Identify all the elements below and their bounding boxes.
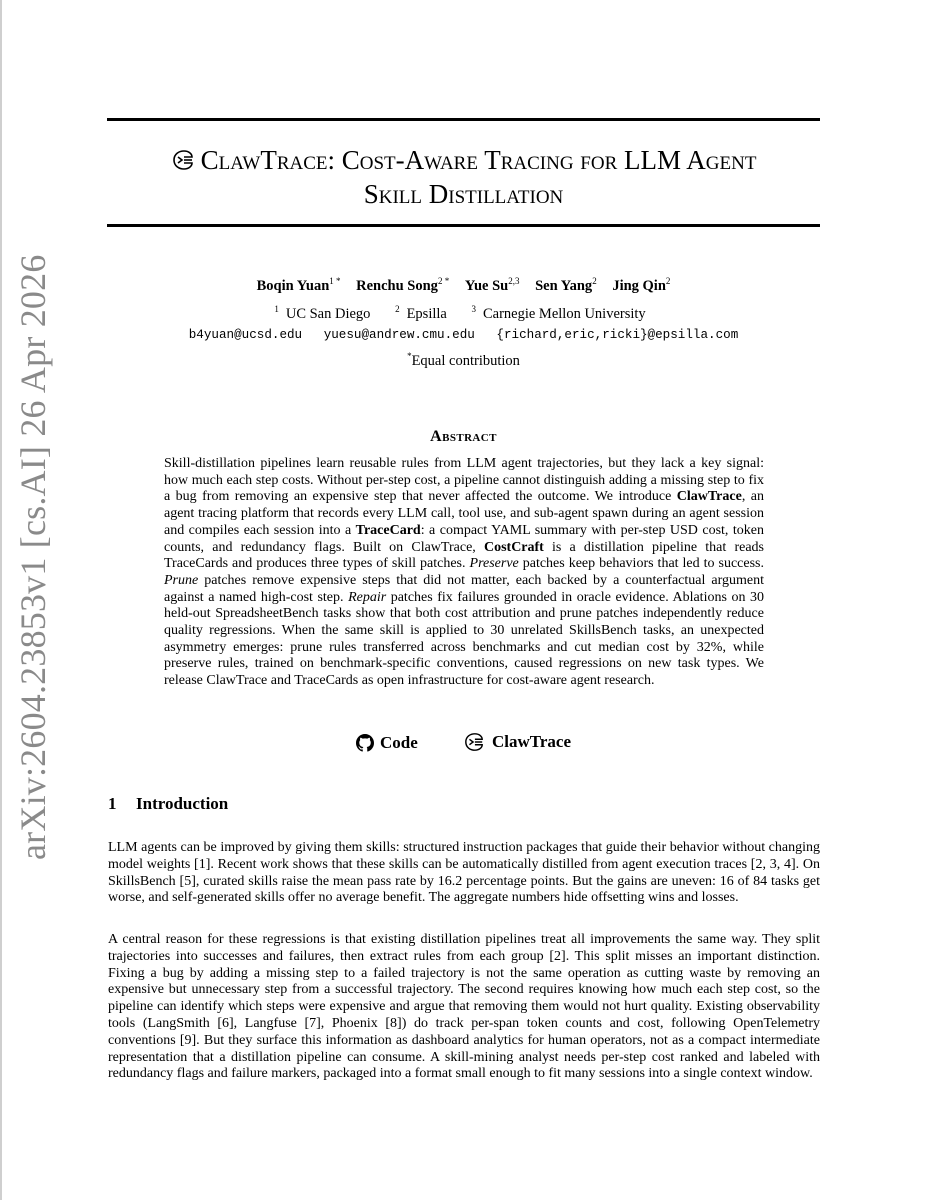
introduction-paragraph-1: LLM agents can be improved by giving them skills: structured instruction packages that guide their behavior without changing model weights [1]. Recent work shows that these skills can be automatically distilled from agent execution traces [2, 3, 4]. On SkillsBench [5], curated skills raise the mean pass rate by 16.2 percentage points. But the gains are uneven: 16 of 84 tasks get worse, and self-generated skills offer no average benefit. The aggregate numbers hide offsetting wins and losses.: [108, 840, 820, 906]
equal-contribution-note: *Equal contribution: [407, 351, 520, 369]
code-link-label: Code: [379, 733, 418, 752]
affiliation-list: [107, 304, 820, 323]
author-list: [107, 276, 820, 295]
page-edge: [0, 0, 2, 1200]
author: Jing Qin$^2$: [612, 276, 671, 294]
author: Renchu Song$^{2 *}$: [356, 276, 450, 294]
email: yuesu@andrew.cmu.edu: [323, 328, 475, 342]
author: Boqin Yuan$^{1 *}$: [256, 276, 341, 294]
abstract-heading: Abstract: [430, 428, 497, 445]
clawtrace-logo-icon: [462, 732, 486, 752]
affiliation: $^3$ Carnegie Mellon University: [471, 304, 646, 322]
paper-title: [107, 143, 820, 211]
title-rule-top: [107, 118, 820, 121]
clawtrace-logo-icon: [171, 145, 195, 167]
email: b4yuan@ucsd.edu: [188, 328, 303, 342]
arxiv-identifier[interactable]: arXiv:2604.23853v1 [cs.AI] 26 Apr 2026: [13, 254, 53, 860]
affiliation: $^2$ Epsilla: [395, 304, 447, 322]
introduction-paragraph-2: A central reason for these regressions is that existing distillation pipelines treat all improvements the same way. They split trajectories into successes and failures, then extract rules from each group [2]. This split misses an important distinction. Fixing a bug by adding a missing step to a failed trajectory is not the same operation as cutting waste by removing an expensive but unnecessary step from a successful trajectory. The second requires knowing how much each step cost, so the pipeline can identify which steps were expensive and argue that removing them would not hurt quality. Existing observability tools (LangSmith [6], Langfuse [7], Phoenix [8]) do track per-span token counts and cost, following OpenTelemetry conventions [9]. But they surface this information as dashboard analytics for human operators, not as a compact intermediate representation that a distillation pipeline can consume. A skill-mining analyst needs per-step cost ranked and labeled with redundancy flags and failure markers, packaged into a format small enough to fit many sessions into a single context window.: [108, 932, 820, 1082]
clawtrace-link[interactable]: [462, 732, 571, 752]
email-list: [107, 328, 820, 342]
email: {richard,eric,ricki}@epsilla.com: [496, 328, 739, 342]
abstract-body: Skill-distillation pipelines learn reusable rules from LLM agent trajectories, but they lack a key signal: how much each step costs. Without per-step cost, a pipeline cannot distinguish adding a missing step to fix a bug from removing an expensive step that never affected the outcome. We introduce ClawTrace, an agent tracing platform that records every LLM call, tool use, and sub-agent spawn during an agent session and compiles each session into a TraceCard: a compact YAML summary with per-step USD cost, token counts, and redundancy flags. Built on ClawTrace, CostCraft is a distillation pipeline that reads TraceCards and produces three types of skill patches. Preserve patches keep behaviors that led to success. Prune patches remove expensive steps that did not matter, each backed by a counterfactual argument against a named high-cost step. Repair patches fix failures grounded in oracle evidence. Ablations on 30 held-out SpreadsheetBench tasks show that both cost attribution and prune patches independently reduce quality regressions. When the same skill is applied to 30 unrelated SkillsBench tasks, an unexpected asymmetry emerges: prune rules transferred across benchmarks and cut median cost by 32%, while preserve rules, trained on benchmark-specific conventions, caused regressions on new task types. We release ClawTrace and TraceCards as open infrastructure for cost-aware agent research.: [164, 456, 765, 689]
author: Yue Su$^{2,3}$: [464, 276, 520, 294]
title-line-2: Skill Distillation: [363, 179, 564, 209]
clawtrace-link-label: ClawTrace: [492, 732, 572, 751]
affiliation: $^1$ UC San Diego: [274, 304, 371, 322]
section-heading-introduction: 1 Introduction: [108, 794, 229, 813]
resource-links: [107, 732, 820, 757]
title-rule-bottom: [107, 224, 820, 227]
github-icon: [356, 734, 374, 752]
title-line-1: ClawTrace: Cost-Aware Tracing for LLM Agent: [200, 145, 757, 175]
author: Sen Yang$^2$: [535, 276, 597, 294]
code-link[interactable]: [356, 733, 418, 753]
